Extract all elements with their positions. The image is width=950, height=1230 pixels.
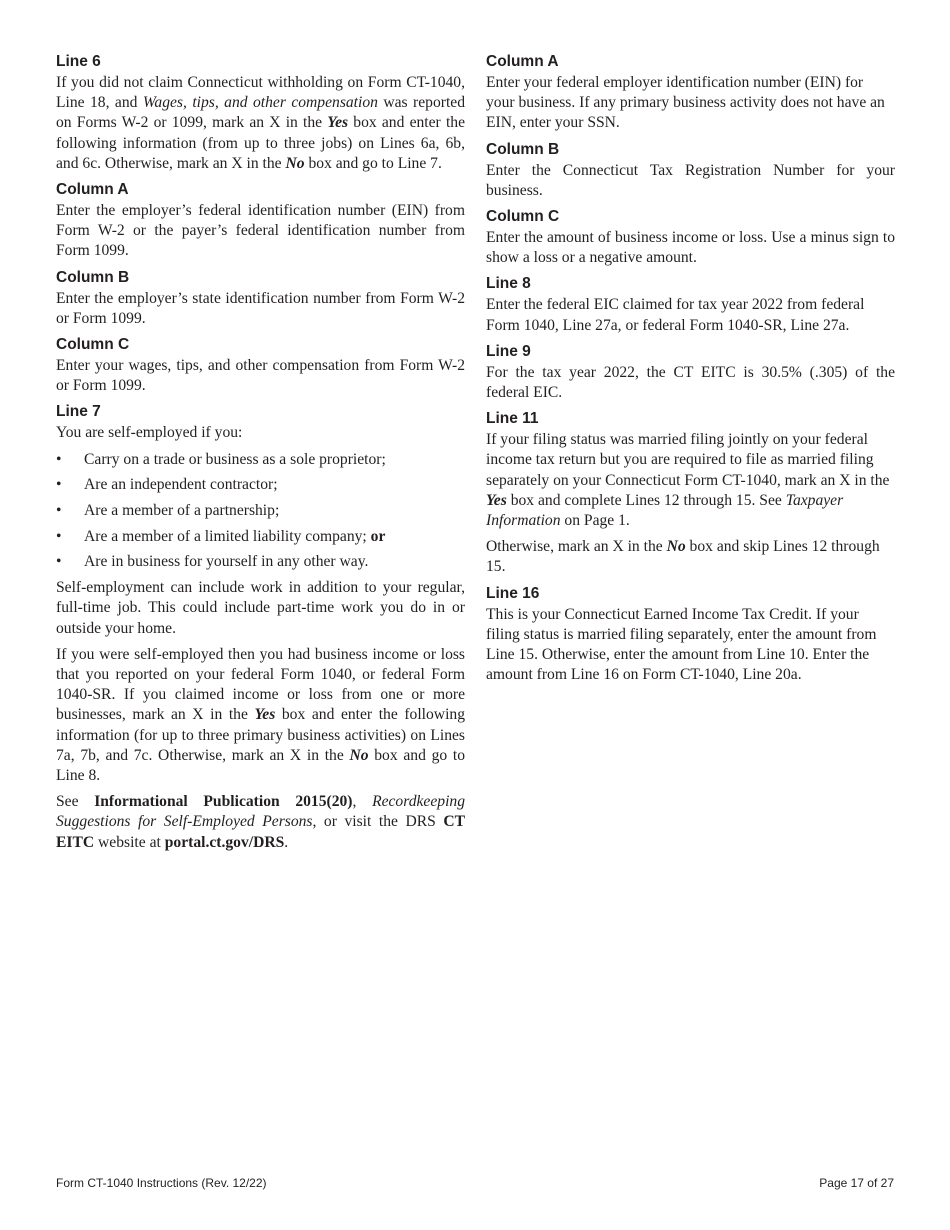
line-11-otherwise-text [486, 537, 895, 577]
list-item [56, 527, 465, 547]
italic-text: Wages, tips, and other compensation [142, 94, 378, 112]
column-a-text: Enter the employer’s federal identification number (EIN) from Form W-2 or the payer’s federal identification number from Form 1099. [56, 202, 465, 260]
column-c-heading: Column C [56, 336, 130, 354]
list-item [56, 450, 465, 470]
footer-form-title: Form CT-1040 Instructions (Rev. 12/22) [56, 1176, 267, 1190]
line-16-heading: Line 16 [486, 584, 540, 602]
text-segment: If you were self-employed then you had business income or loss that you reported on your federal Form 1040, or federal Form 1040-SR. If you claimed income or loss from one or more businesses, mark an X in the [56, 645, 465, 724]
text-segment: Otherwise, mark an X in the [486, 538, 667, 556]
column-b-heading: Column B [56, 268, 130, 286]
column-b-text: Enter the employer’s state identification number from Form W-2 or Form 1099. [56, 289, 465, 327]
text-segment: box and enter the following information (for up to three primary business activities) on Lines 7a, 7b, and 7c. Otherwise, mark an X in the [56, 706, 465, 764]
footer-page-number: Page 17 of 27 [819, 1176, 894, 1190]
self-employed-list [56, 450, 465, 573]
line-8-heading: Line 8 [486, 275, 531, 293]
line-9-text: For the tax year 2022, the CT EITC is 30.5% (.305) of the federal EIC. [486, 363, 895, 402]
publication-subtitle: Recordkeeping Suggestions for Self-Employed Persons [56, 793, 466, 831]
line-8-text: Enter the federal EIC claimed for tax year 2022 from federal Form 1040, Line 27a, or federal Form 1040-SR, Line 27a. [486, 296, 865, 334]
bullet-icon: • [56, 553, 62, 571]
line-7-business-text [56, 645, 465, 786]
line-16-text: This is your Connecticut Earned Income Tax Credit. If your filing status is married filing separately, enter the amount from Line 15. Otherwise, enter the amount from Line 10. Enter the amount from Line 16 on Form CT-1040, Line 20a. [486, 605, 877, 684]
text-segment: on Page 1. [560, 512, 630, 530]
column-c-heading: Column C [486, 208, 560, 226]
column-b-text: Enter the Connecticut Tax Registration Number for your business. [486, 161, 895, 199]
text-segment: If you did not claim Connecticut withholding on Form CT-1040, Line 18, and [56, 74, 465, 112]
line-6-text [56, 73, 465, 174]
no-emphasis: No [285, 154, 305, 172]
line-9-heading: Line 9 [486, 342, 531, 360]
text-segment: See [56, 793, 95, 811]
column-c-text: Enter your wages, tips, and other compensation from Form W-2 or Form 1099. [56, 357, 465, 395]
line-11-heading: Line 11 [486, 410, 539, 428]
no-emphasis: No [349, 746, 369, 764]
column-a-heading: Column A [56, 181, 129, 199]
text-segment: box and complete Lines 12 through 15. See [506, 491, 786, 509]
text-segment: , [352, 793, 373, 811]
list-item-text: Are a member of a limited liability company; [84, 527, 371, 545]
bullet-icon: • [56, 450, 62, 468]
list-item-text: Are a member of a partnership; [84, 502, 280, 520]
bullet-icon: • [56, 527, 62, 545]
column-c-text: Enter the amount of business income or loss. Use a minus sign to show a loss or a negative amount. [486, 229, 895, 267]
text-segment: . [284, 833, 289, 851]
text-segment: website at [94, 833, 165, 851]
list-item [56, 501, 465, 521]
website-link[interactable]: portal.ct.gov/DRS [164, 833, 285, 851]
bullet-icon: • [56, 502, 62, 520]
column-a-text: Enter your federal employer identification number (EIN) for your business. If any primary business activity does not have an EIN, enter your SSN. [486, 74, 885, 132]
no-emphasis: No [666, 538, 686, 556]
line-7-self-employment-text: Self-employment can include work in addition to your regular, full-time job. This could include part-time work you do in or outside your home. [56, 579, 465, 637]
ct-eitc-label: CT EITC [56, 813, 465, 851]
left-column [56, 52, 465, 859]
line-7-heading: Line 7 [56, 403, 101, 421]
line-6-heading: Line 6 [56, 53, 101, 70]
italic-text: Taxpayer Information [486, 491, 844, 530]
list-item [56, 475, 465, 495]
list-item [56, 552, 465, 572]
text-segment: box and go to Line 8. [56, 746, 465, 784]
line-7-intro: You are self-employed if you: [56, 424, 243, 442]
text-segment: If your filing status was married filing jointly on your federal income tax return but you are required to file as married filing separately on your Connecticut Form CT-1040, mark an X in the [486, 431, 890, 489]
list-item-text: Are in business for yourself in any other way. [84, 553, 369, 571]
text-segment: , or visit the DRS [312, 813, 444, 831]
column-b-heading: Column B [486, 140, 560, 158]
list-item-text: Carry on a trade or business as a sole proprietor; [84, 450, 386, 468]
yes-emphasis: Yes [486, 491, 507, 509]
yes-emphasis: Yes [254, 706, 276, 724]
column-a-heading: Column A [486, 53, 559, 70]
line-7-see-publication [56, 792, 465, 853]
text-segment: was reported on Forms W-2 or 1099, mark an X in the [56, 94, 466, 132]
text-segment: box and skip Lines 12 through 15. [486, 538, 880, 576]
text-segment: box and go to Line 7. [304, 154, 442, 172]
publication-title: Informational Publication 2015(20) [94, 793, 353, 811]
yes-emphasis: Yes [327, 114, 349, 132]
or-emphasis: or [370, 527, 386, 545]
list-item-text: Are an independent contractor; [84, 476, 278, 494]
right-column [486, 52, 895, 691]
line-11-text [486, 430, 895, 531]
text-segment: box and enter the following information (from up to three jobs) on Lines 6a, 6b, and 6c. Otherwise, mark an X in the [56, 114, 465, 172]
bullet-icon: • [56, 476, 62, 494]
